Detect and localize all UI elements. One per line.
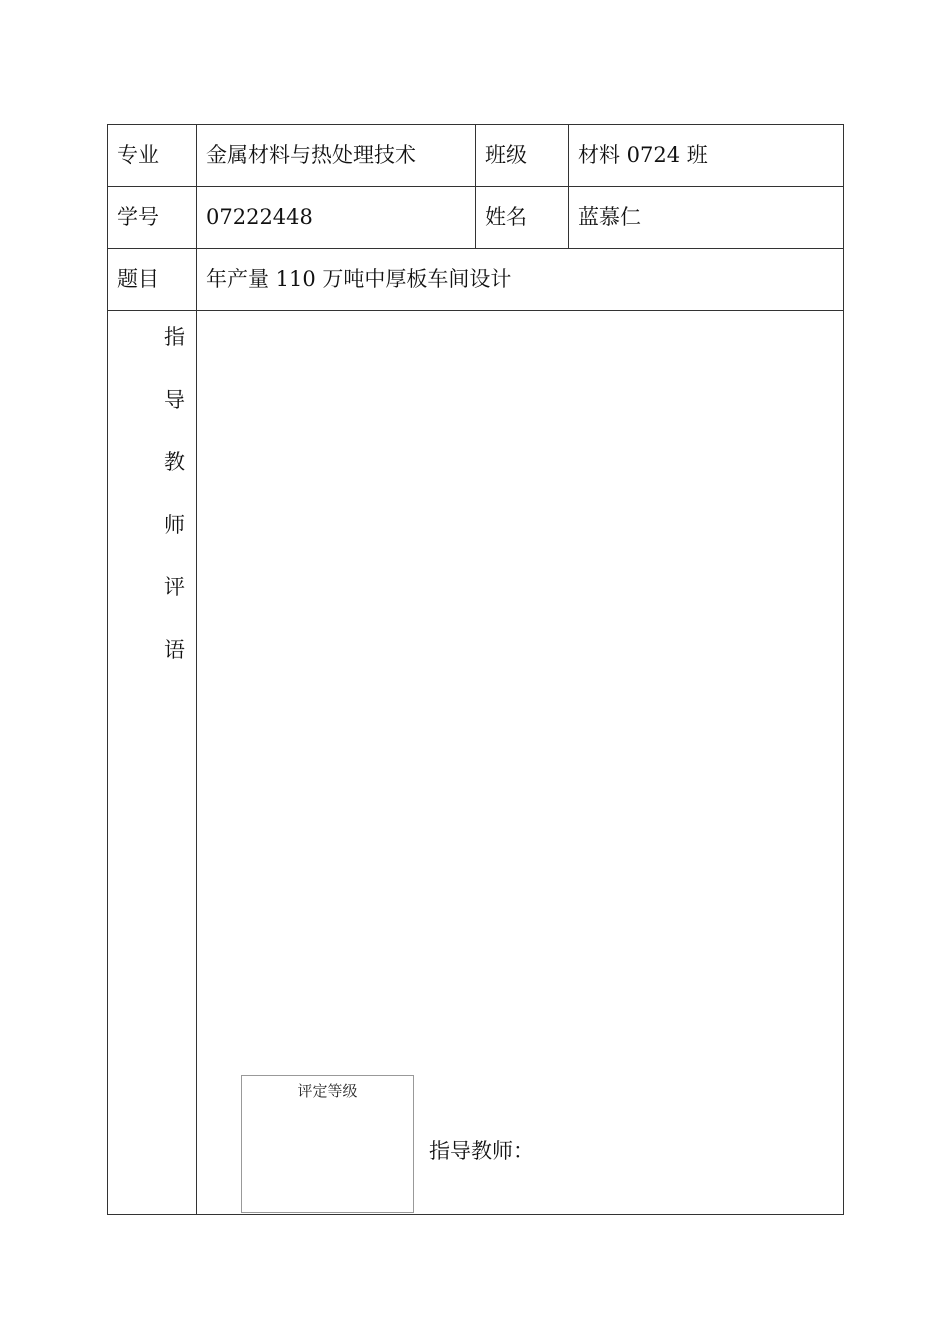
topic-label: 题目	[117, 267, 159, 291]
comment-label-char: 评	[164, 575, 185, 599]
grade-box	[241, 1075, 414, 1213]
class-value: 材料 0724 班	[578, 143, 708, 167]
advisor-signature-label: 指导教师：	[429, 1139, 534, 1163]
evaluation-form-table	[107, 124, 844, 1215]
form-row-id-name	[108, 187, 843, 249]
table-divider	[196, 311, 197, 1214]
major-label: 专业	[117, 143, 159, 167]
comment-label-char: 语	[164, 638, 185, 662]
student-id-label: 学号	[117, 205, 159, 229]
name-label: 姓名	[485, 205, 527, 229]
form-row-major-class	[108, 125, 843, 187]
advisor-comment-section	[108, 311, 843, 1214]
topic-value: 年产量 110 万吨中厚板车间设计	[206, 267, 512, 291]
name-value: 蓝慕仁	[578, 205, 641, 229]
class-label: 班级	[485, 143, 527, 167]
comment-label-char: 师	[164, 513, 185, 537]
student-id-value: 07222448	[206, 205, 313, 229]
form-row-topic	[108, 249, 843, 311]
advisor-comment-label	[108, 311, 196, 691]
comment-label-char: 指	[164, 325, 185, 349]
major-value: 金属材料与热处理技术	[206, 143, 416, 167]
comment-label-char: 教	[164, 450, 185, 474]
comment-label-char: 导	[164, 388, 185, 412]
grade-title: 评定等级	[297, 1082, 358, 1100]
